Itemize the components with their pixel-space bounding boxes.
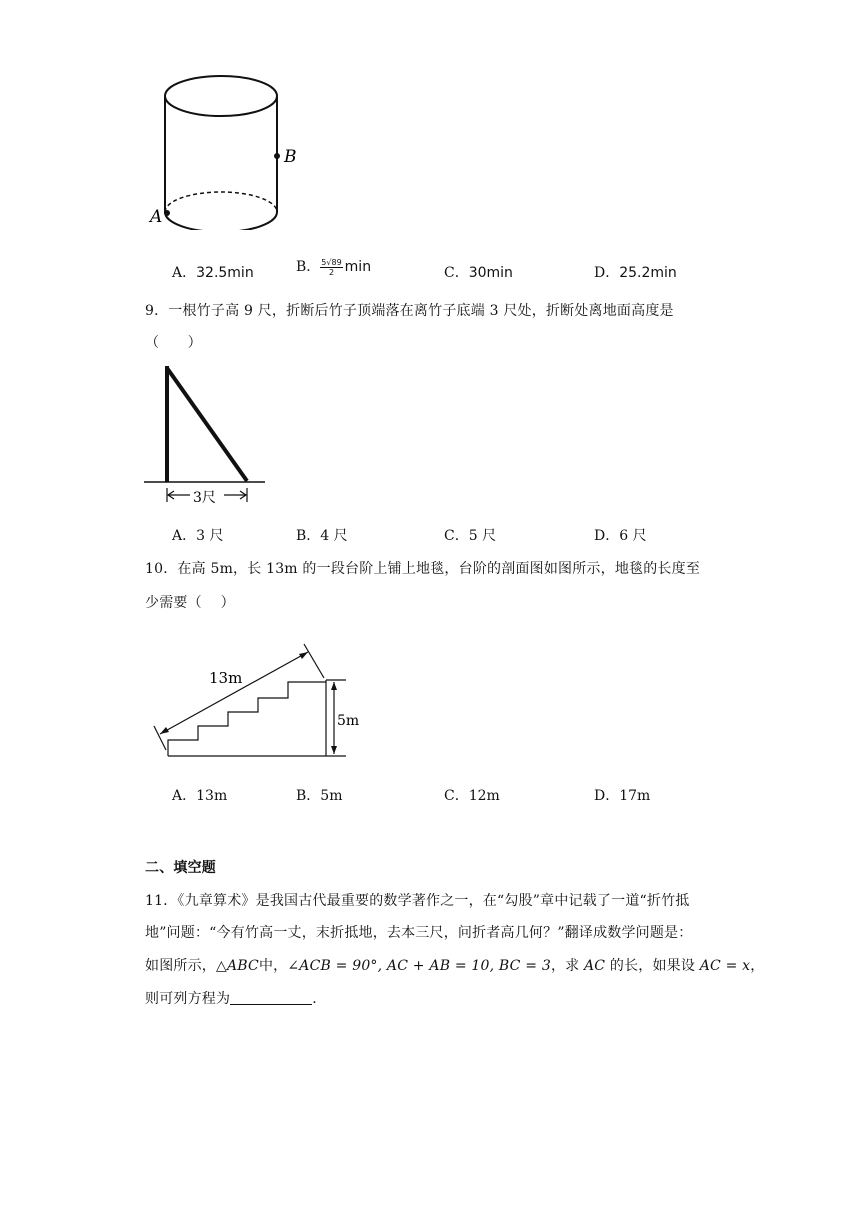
q10-stem-line1: 10．在高 5m，长 13m 的一段台阶上铺上地毯，台阶的剖面图如图所示，地毯的长度至 xyxy=(145,561,701,577)
q10-option-d: D．17m xyxy=(594,788,651,804)
q9-option-a: A．3 尺 xyxy=(172,528,224,544)
q10-option-c: C．12m xyxy=(444,788,500,804)
q8-option-b: B． $\frac{5√89}{2}$ min xyxy=(296,257,372,277)
q8-option-c: C．30min xyxy=(444,265,513,281)
q9-option-d: D．6 尺 xyxy=(594,528,647,544)
q9-option-c: C．5 尺 xyxy=(444,528,497,544)
q11-line4: 则可列方程为 . xyxy=(145,991,317,1007)
point-b-label: B xyxy=(284,147,297,167)
distance-label: 3尺 xyxy=(193,490,216,506)
height-label: 5m xyxy=(337,713,360,729)
stairs-figure xyxy=(140,630,360,770)
q11-line3: 如图所示，△ABC中，∠ACB = 90°, AC + AB = 10, BC = 3，求 AC 的长，如果设 AC = x， xyxy=(145,958,765,974)
q11-line2: 地”问题：“今有竹高一丈，末折抵地，去本三尺，问折者高几何？”翻译成数学问题是： xyxy=(145,925,693,941)
cylinder-figure xyxy=(140,70,310,230)
q9-stem-line2: （ ） xyxy=(145,335,202,351)
section-heading: 二、填空题 xyxy=(145,860,216,876)
q10-stem-line2: 少需要（ ） xyxy=(145,595,235,611)
point-a-label: A xyxy=(150,207,163,227)
length-label: 13m xyxy=(209,669,243,687)
q9-stem-line1: 9．一根竹子高 9 尺，折断后竹子顶端落在离竹子底端 3 尺处，折断处离地面高度是 xyxy=(145,303,674,319)
q9-option-b: B．4 尺 xyxy=(296,528,348,544)
q8-option-d: D．25.2min xyxy=(594,265,677,281)
q10-option-b: B．5m xyxy=(296,788,343,804)
bamboo-figure xyxy=(140,362,275,512)
q10-option-a: A．13m xyxy=(172,788,228,804)
answer-blank[interactable] xyxy=(230,990,312,1005)
q11-line1: 11．《九章算术》是我国古代最重要的数学著作之一，在“勾股”章中记载了一道“折竹抵 xyxy=(145,893,690,909)
q8-option-a: A．32.5min xyxy=(172,265,254,281)
